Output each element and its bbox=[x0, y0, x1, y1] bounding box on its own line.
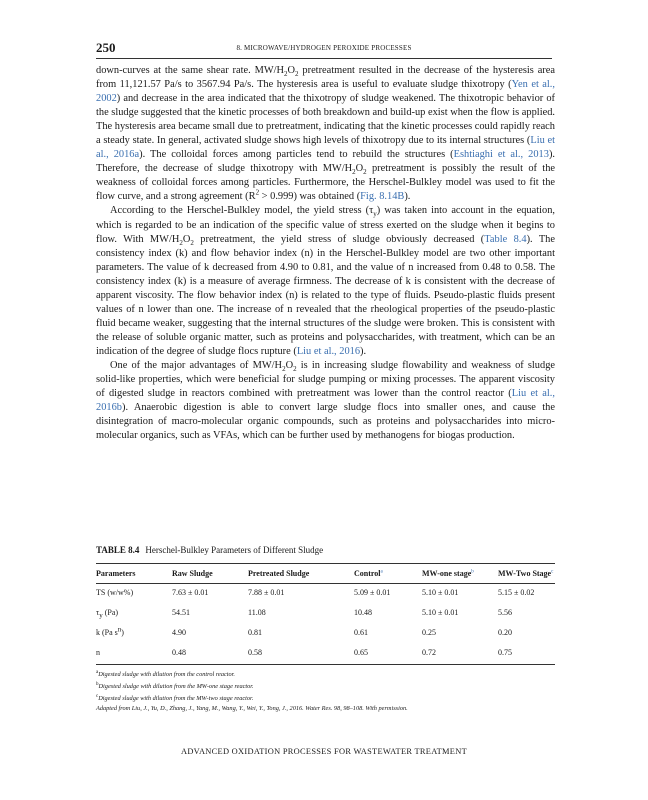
table-cell: 0.48 bbox=[172, 644, 248, 665]
table-cell: 5.15 ± 0.02 bbox=[498, 588, 535, 597]
citation-link[interactable]: Yen et al., 2002 bbox=[96, 79, 555, 105]
table-source: Adapted from Liu, J., Yu, D., Zhang, J., Yang, M., Wang, Y., Wei, Y., Tong, J., 2016. Water Res. 98, 98–108. With permission. bbox=[96, 705, 408, 713]
header-rule bbox=[96, 58, 552, 59]
footnote: $^c$Digested sludge with dilution from the MW-two stage reactor. bbox=[96, 694, 254, 703]
book-title-footer: ADVANCED OXIDATION PROCESSES FOR WASTEWATER TREATMENT bbox=[180, 747, 467, 756]
body-text bbox=[96, 64, 555, 443]
column-header: Control$^a$ bbox=[354, 564, 422, 584]
table-cell: 0.25 bbox=[422, 628, 436, 637]
table-cell: TS (w/w%) bbox=[96, 588, 134, 597]
table-cell: 0.75 bbox=[498, 644, 555, 665]
paragraph-2: According to the Herschel-Bulkley model, the yield stress $(\tau_y)$ was taken into account in the equation, which is regarded to be an indication of the specific value of stress exerted on the sludge when it begins to flow. With $MW/H_2O_2$ pretreatment, the yield stress of sludge obviously decreased (Table 8.4). The consistency index (k) and flow behavior index (n) in the Herschel-Bulkley model are two other important parameters. The value of k decreased from 4.90 to 0.81, and the value of n increased from 0.48 to 0.58. The consistency index (k) is a measure of average firmness. The decrease of k is consistent with the decrease of apparent viscosity. The flow behavior index (n) is related to the type of fluids. Pseudo-plastic fluids present values of n lower than one. The increase of n revealed that the rheological properties of the pseudo-plastic fluid became weaker, suggesting that the internal structures of the sludge were broken. This is consistent with the release of soluble organic matter, such as proteins and polysaccharides, with treatment, which can be an indication of the degree of sludge flocs rupture (Liu et al., 2016). bbox=[96, 205, 555, 357]
table-number: TABLE 8.4 bbox=[96, 545, 140, 555]
table-cell: 7.88 ± 0.01 bbox=[248, 588, 285, 597]
table-cell: 5.10 ± 0.01 bbox=[422, 588, 459, 597]
table-cell: $\tau_y$ (Pa) bbox=[96, 608, 119, 620]
table-cell: 0.20 bbox=[498, 628, 512, 637]
citation-link[interactable]: Eshtiaghi et al., 2013 bbox=[453, 149, 549, 161]
table-cell: 10.48 bbox=[354, 608, 372, 617]
table-title: Herschel-Bulkley Parameters of Different Sludge bbox=[145, 545, 324, 555]
table-cell: 7.63 ± 0.01 bbox=[172, 588, 209, 597]
table-link[interactable]: Table 8.4 bbox=[484, 233, 527, 245]
column-header: Raw Sludge bbox=[172, 564, 248, 584]
table-cell: 5.09 ± 0.01 bbox=[354, 588, 391, 597]
table-cell: 0.65 bbox=[354, 644, 422, 665]
page-number: 250 bbox=[96, 40, 116, 55]
table-row bbox=[96, 584, 555, 605]
page-header bbox=[96, 40, 552, 56]
footnote: $^b$Digested sludge with dilution from the MW-one stage reactor. bbox=[96, 682, 254, 691]
parameters-table bbox=[96, 563, 555, 665]
column-header: Pretreated Sludge bbox=[248, 564, 354, 584]
citation-link[interactable]: Liu et al., 2016 bbox=[296, 345, 361, 357]
running-title: 8. MICROWAVE/HYDROGEN PEROXIDE PROCESSES bbox=[236, 44, 412, 52]
figure-link[interactable]: Fig. 8.14B bbox=[360, 191, 405, 203]
table-cell: n bbox=[96, 644, 172, 665]
table-cell: 5.10 ± 0.01 bbox=[422, 608, 459, 617]
table-footnotes bbox=[96, 668, 555, 714]
table-container bbox=[96, 563, 555, 714]
table-cell: 11.08 bbox=[248, 608, 266, 617]
table-cell: 4.90 bbox=[172, 628, 186, 637]
table-caption bbox=[96, 545, 323, 555]
table-cell: 0.58 bbox=[248, 644, 354, 665]
paragraph-1: down-curves at the same shear rate. $MW/H_2O_2$ pretreatment resulted in the decrease of the hysteresis area from 11,121.57 Pa/s to 3567.94 Pa/s. The hysteresis area is useful to evaluate sludge thixotropy (Yen et al., 2002) and decrease in the area indicated that the thixotropy of sludge weakened. The thixotropic behavior of the sludge suggested that the kinetic processes of both breakdown and build-up exist when the flow is applied. The hysteresis area became small due to pretreatment, indicating that the kinetic processes could rapidly reach a steady state. In general, activated sludge shows high levels of thixotropy due to its internal structures (Liu et al., 2016a). The colloidal forces among particles tend to rebuild the structures (Eshtiaghi et al., 2013). Therefore, the decrease of sludge thixotropy with $MW/H_2O_2$ pretreatment is possibly the result of the weakness of colloidal forces among particles. Furthermore, the Herschel-Bulkley model was used to fit the flow curve, and a strong agreement $(R^2 > 0.999)$ was obtained (Fig. 8.14B). bbox=[96, 65, 555, 203]
table-cell: 0.72 bbox=[422, 644, 498, 665]
column-header: MW-one stage$^b$ bbox=[422, 564, 498, 584]
table-cell: k (Pa $s^n$) bbox=[96, 625, 124, 637]
table-header-row bbox=[96, 564, 555, 584]
table-cell: 5.56 bbox=[498, 608, 512, 617]
citation-link[interactable]: Liu et al., 2016b bbox=[96, 388, 555, 414]
table-cell: 0.81 bbox=[248, 628, 262, 637]
paragraph-3: One of the major advantages of $MW/H_2O_2$ is in increasing sludge flowability and weakness of sludge solid-like properties, which were beneficial for sludge pumping or mixing processes. The apparent viscosity of digested sludge in reactors combined with pretreatment was lower than the control reactor (Liu et al., 2016b). Anaerobic digestion is able to convert large sludge flocs into smaller ones, and cause the disintegration of macro-molecular organic compounds, such as proteins and polysaccharides into micro-molecular organics, such as VFAs, which can be further used by methanogens for biogas production. bbox=[96, 359, 556, 442]
table-cell: 0.61 bbox=[354, 628, 368, 637]
column-header: MW-Two Stage$^c$ bbox=[498, 564, 555, 584]
footnote: $^a$Digested sludge with dilution from the control reactor. bbox=[96, 670, 236, 679]
table-row bbox=[96, 604, 555, 624]
citation-link[interactable]: Liu et al., 2016a bbox=[96, 135, 555, 161]
column-header: Parameters bbox=[96, 564, 172, 584]
table-row bbox=[96, 624, 555, 644]
table-row bbox=[96, 644, 555, 665]
table-cell: 54.51 bbox=[172, 608, 190, 617]
